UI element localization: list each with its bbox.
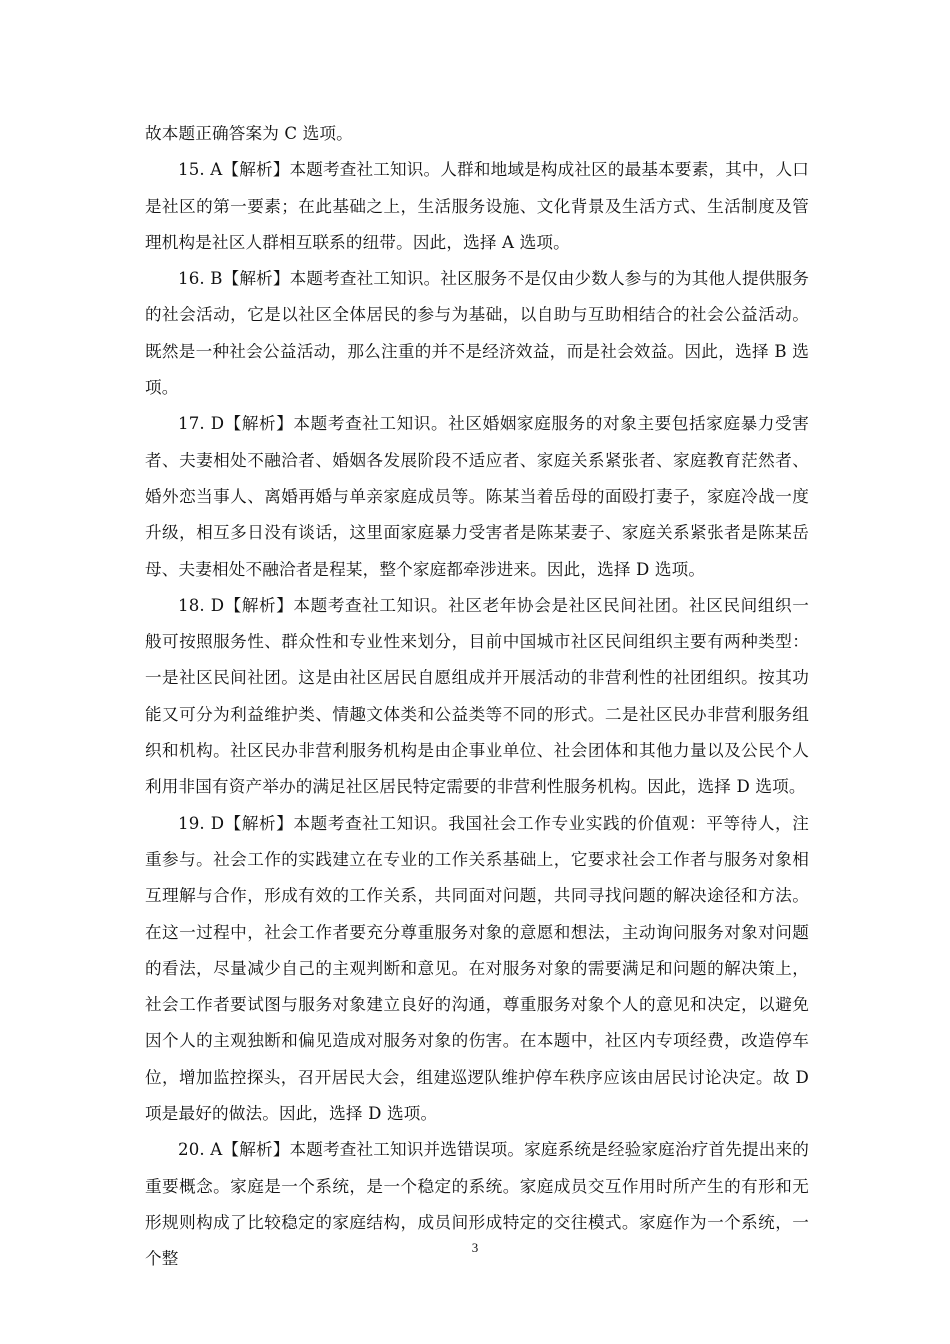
paragraph-answer-15: 15. A【解析】本题考查社工知识。人群和地域是构成社区的最基本要素，其中，人口是社区的第一要素；在此基础之上，生活服务设施、文化背景及生活方式、生活制度及管理机构是社区人群相互联系的纽带。因此，选择 A 选项。 xyxy=(145,160,809,252)
paragraph-answer-20: 20. A【解析】本题考查社工知识并选错误项。家庭系统是经验家庭治疗首先提出来的重要概念。家庭是一个系统，是一个稳定的系统。家庭成员交互作用时所产生的有形和无形规则构成了比较稳定的家庭结构，成员间形成特定的交往模式。家庭作为一个系统，一个整 xyxy=(145,1140,809,1269)
paragraph-answer-19: 19. D【解析】本题考查社工知识。我国社会工作专业实践的价值观：平等待人，注重参与。社会工作的实践建立在专业的工作关系基础上，它要求社会工作者与服务对象相互理解与合作，形成有效的工作关系，共同面对问题，共同寻找问题的解决途径和方法。在这一过程中，社会工作者要充分尊重服务对象的意愿和想法，主动询问服务对象对问题的看法，尽量减少自己的主观判断和意见。在对服务对象的需要满足和问题的解决策上，社会工作者要试图与服务对象建立良好的沟通，尊重服务对象个人的意见和决定，以避免因个人的主观独断和偏见造成对服务对象的伤害。在本题中，社区内专项经费，改造停车位，增加监控探头，召开居民大会，组建巡逻队维护停车秩序应该由居民讨论决定。故 D 项是最好的做法。因此，选择 D 选项。 xyxy=(145,813,809,1124)
page-number: 3 xyxy=(471,1240,479,1255)
paragraph-answer-16: 16. B【解析】本题考查社工知识。社区服务不是仅由少数人参与的为其他人提供服务的社会活动，它是以社区全体居民的参与为基础，以自助与互助相结合的社会公益活动。既然是一种社会公益活动，那么注重的并不是经济效益，而是社会效益。因此，选择 B 选项。 xyxy=(145,269,809,398)
paragraph-answer-17: 17. D【解析】本题考查社工知识。社区婚姻家庭服务的对象主要包括家庭暴力受害者、夫妻相处不融洽者、婚姻各发展阶段不适应者、家庭关系紧张者、家庭教育茫然者、婚外恋当事人、离婚再婚与单亲家庭成员等。陈某当着岳母的面殴打妻子，家庭冷战一度升级，相互多日没有谈话，这里面家庭暴力受害者是陈某妻子、家庭关系紧张者是陈某岳母、夫妻相处不融洽者是程某，整个家庭都牵涉进来。因此，选择 D 选项。 xyxy=(145,414,809,579)
paragraph-answer-18: 18. D【解析】本题考查社工知识。社区老年协会是社区民间社团。社区民间组织一般可按照服务性、群众性和专业性来划分，目前中国城市社区民间组织主要有两种类型：一是社区民间社团。这是由社区居民自愿组成并开展活动的非营利性的社团组织。按其功能又可分为利益维护类、情趣文体类和公益类等不同的形式。二是社区民办非营利服务组织和机构。社区民办非营利服务机构是由企事业单位、社会团体和其他力量以及公民个人利用非国有资产举办的满足社区居民特定需要的非营利性服务机构。因此，选择 D 选项。 xyxy=(145,595,809,797)
document-body xyxy=(145,116,809,1278)
paragraph-continuation: 故本题正确答案为 C 选项。 xyxy=(145,124,353,143)
